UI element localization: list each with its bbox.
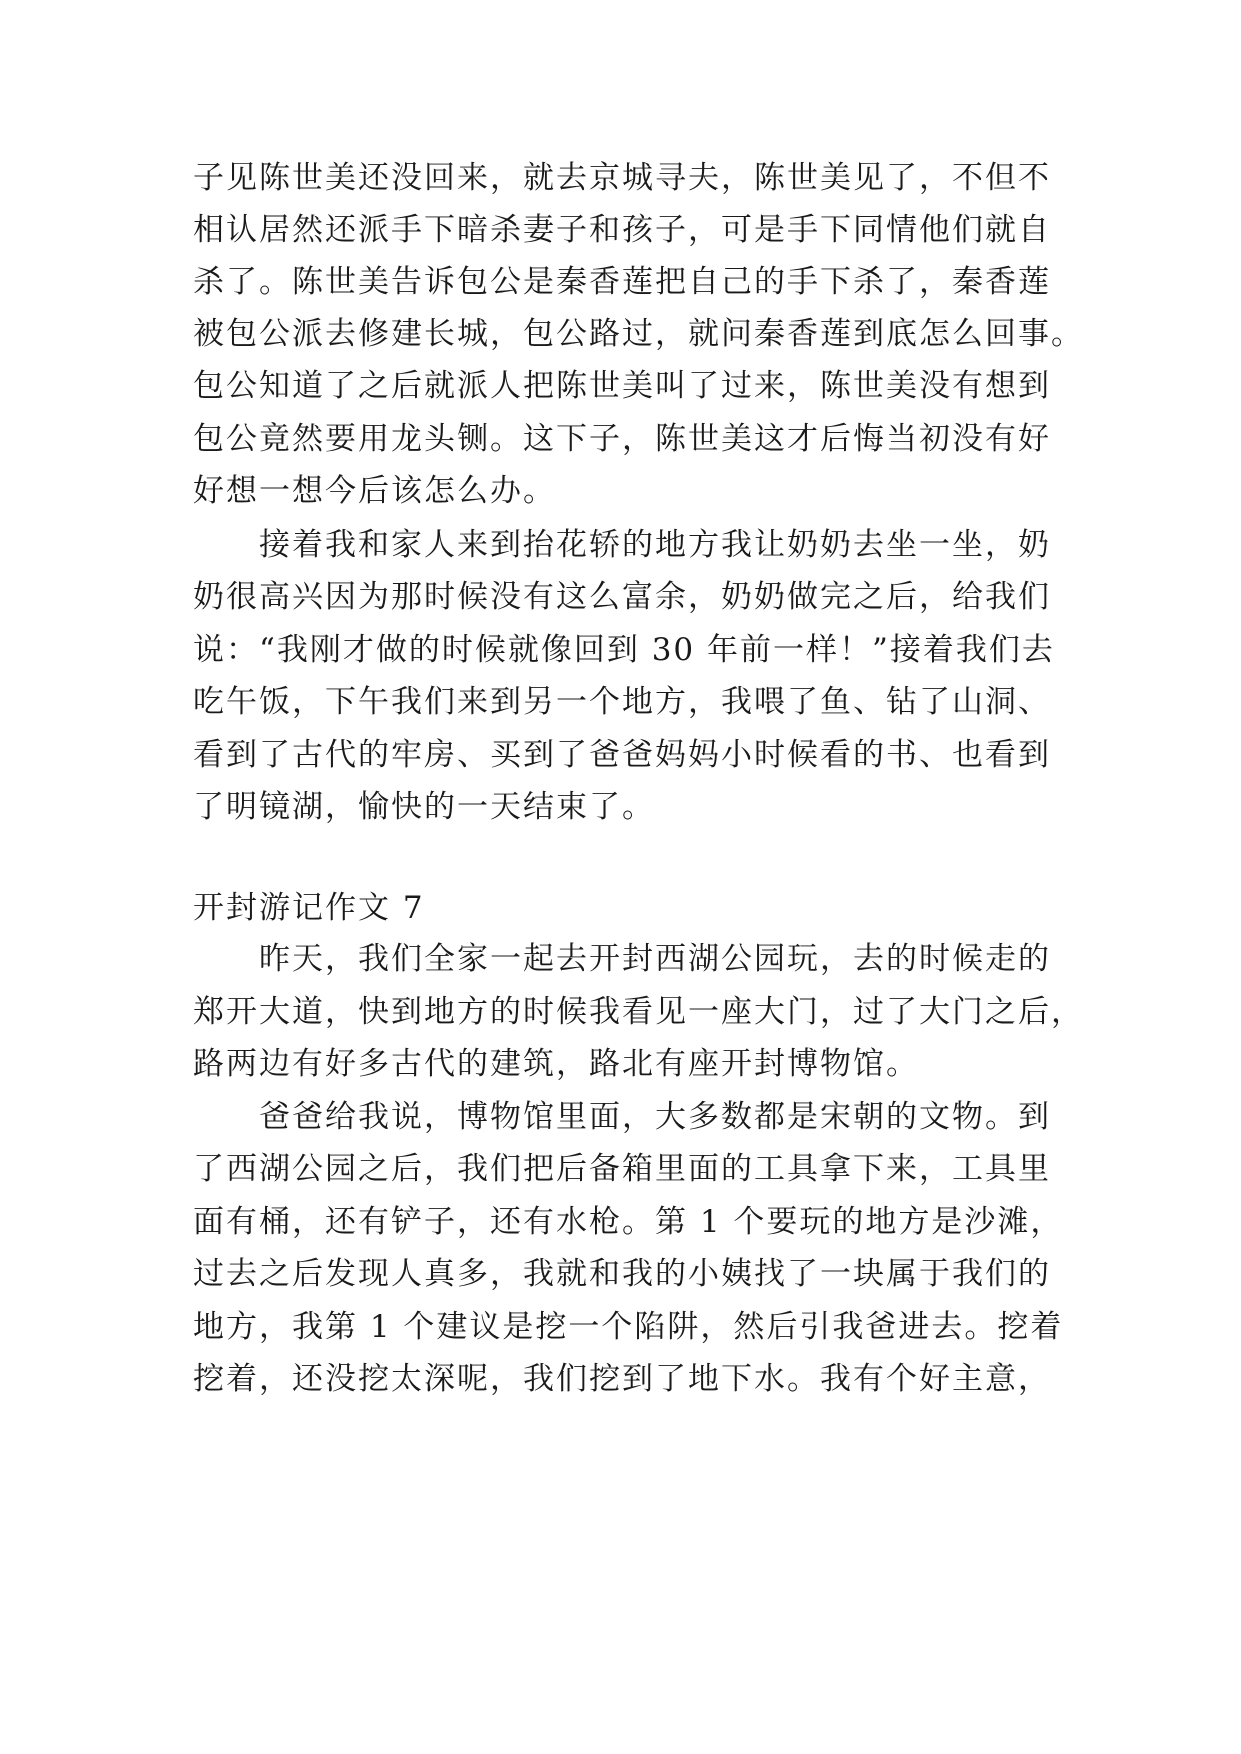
text-line: 看到了古代的牢房、买到了爸爸妈妈小时候看的书、也看到 bbox=[193, 737, 1051, 773]
text-line: 好想一想今后该怎么办。 bbox=[193, 473, 556, 509]
text-line: 包公竟然要用龙头铡。这下子，陈世美这才后悔当初没有好 bbox=[193, 421, 1051, 457]
text-line: 接着我和家人来到抬花轿的地方我让奶奶去坐一坐，奶 bbox=[193, 527, 1051, 563]
text-line: 吃午饭，下午我们来到另一个地方，我喂了鱼、钻了山洞、 bbox=[193, 684, 1051, 720]
text-line: 子见陈世美还没回来，就去京城寻夫，陈世美见了，不但不 bbox=[193, 160, 1051, 196]
text-line: 过去之后发现人真多，我就和我的小姨找了一块属于我们的 bbox=[193, 1256, 1051, 1292]
text-line: 杀了。陈世美告诉包公是秦香莲把自己的手下杀了，秦香莲 bbox=[193, 264, 1051, 300]
text-line: 包公知道了之后就派人把陈世美叫了过来，陈世美没有想到 bbox=[193, 368, 1051, 404]
text-line: 奶很高兴因为那时候没有这么富余，奶奶做完之后，给我们 bbox=[193, 579, 1051, 615]
section-heading: 开封游记作文 7 bbox=[193, 890, 425, 926]
text-line: 昨天，我们全家一起去开封西湖公园玩，去的时候走的 bbox=[193, 941, 1051, 977]
text-line: 爸爸给我说，博物馆里面，大多数都是宋朝的文物。到 bbox=[193, 1099, 1051, 1135]
text-line: 郑开大道，快到地方的时候我看见一座大门，过了大门之后， bbox=[193, 994, 1084, 1030]
text-line: 面有桶，还有铲子，还有水枪。第 1 个要玩的地方是沙滩， bbox=[193, 1204, 1064, 1240]
text-line: 路两边有好多古代的建筑，路北有座开封博物馆。 bbox=[193, 1046, 919, 1082]
text-line: 了西湖公园之后，我们把后备箱里面的工具拿下来，工具里 bbox=[193, 1151, 1051, 1187]
text-line: 了明镜湖，愉快的一天结束了。 bbox=[193, 789, 655, 825]
text-line: 地方，我第 1 个建议是挖一个陷阱，然后引我爸进去。挖着 bbox=[193, 1309, 1064, 1345]
text-line: 挖着，还没挖太深呢，我们挖到了地下水。我有个好主意， bbox=[193, 1361, 1051, 1397]
text-line: 说：“我刚才做的时候就像回到 30 年前一样！”接着我们去 bbox=[193, 632, 1055, 668]
text-line: 相认居然还派手下暗杀妻子和孩子，可是手下同情他们就自 bbox=[193, 212, 1051, 248]
text-line: 被包公派去修建长城，包公路过，就问秦香莲到底怎么回事。 bbox=[193, 316, 1084, 352]
